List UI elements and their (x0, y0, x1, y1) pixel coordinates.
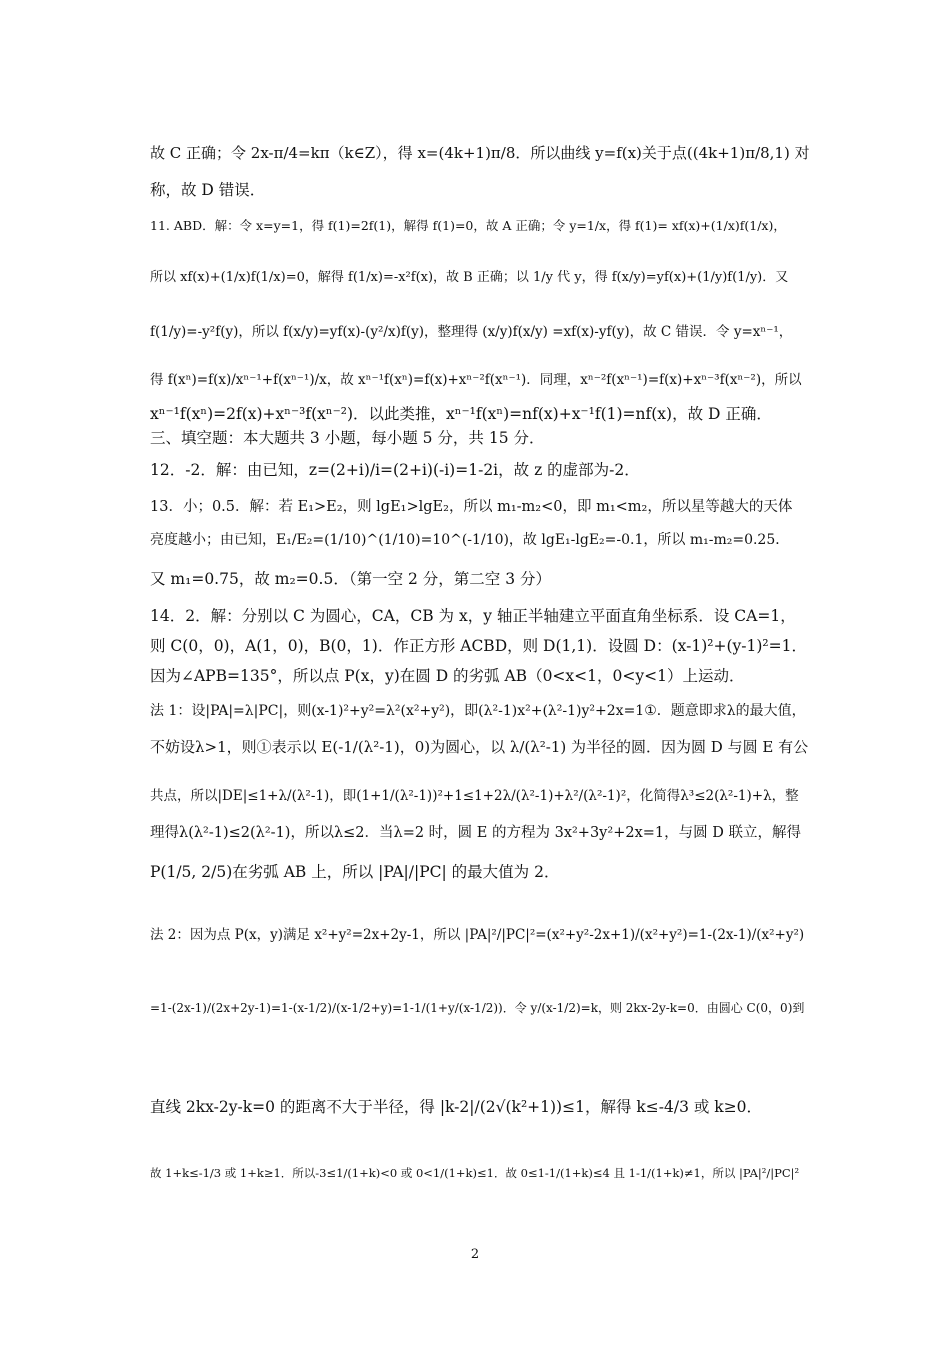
section-heading: 三、填空题：本大题共 3 小题，每小题 5 分，共 15 分． (150, 429, 545, 447)
text-line: 所以 xf(x)+(1/x)f(1/x)=0，解得 f(1/x)=-x²f(x)，故 B 正确；以 1/y 代 y，得 f(x/y)=yf(x)+(1/y)f(1/y)．又 (150, 270, 789, 285)
text-line: =1-(2x-1)/(2x+2y-1)=1-(x-1/2)/(x-1/2+y)=1-1/(1+y/(x-1/2))．令 y/(x-1/2)=k，则 2kx-2y-k=0．由圆心 C(0，0)到 (150, 1001, 805, 1015)
text-line: 14．2．解：分别以 C 为圆心，CA，CB 为 x，y 轴正半轴建立平面直角坐标系．设 CA=1， (150, 607, 796, 625)
text-line: 故 C 正确；令 2x-π/4=kπ（k∈Z），得 x=(4k+1)π/8．所以曲线 y=f(x)关于点((4k+1)π/8,1) 对 (150, 144, 810, 162)
text-line: P(1/5, 2/5)在劣弧 AB 上，所以 |PA|/|PC| 的最大值为 2． (150, 863, 560, 881)
text-line: 因为∠APB=135°，所以点 P(x，y)在圆 D 的劣弧 AB（0<x<1，0<y<1）上运动． (150, 667, 745, 685)
text-line: xⁿ⁻¹f(xⁿ)=2f(x)+xⁿ⁻³f(xⁿ⁻²)．以此类推，xⁿ⁻¹f(xⁿ)=nf(x)+x⁻¹f(1)=nf(x)，故 D 正确． (150, 405, 772, 423)
text-line: 亮度越小；由已知，E₁/E₂=(1/10)^(1/10)=10^(-1/10)，故 lgE₁-lgE₂=-0.1，所以 m₁-m₂=0.25． (150, 532, 790, 548)
text-line: 法 1：设|PA|=λ|PC|，则(x-1)²+y²=λ²(x²+y²)，即(λ²-1)x²+(λ²-1)y²+2x=1①．题意即求λ的最大值， (150, 703, 806, 719)
text-line: 12．-2．解：由已知，z=(2+i)/i=(2+i)(-i)=1-2i，故 z 的虚部为-2． (150, 461, 640, 479)
text-line: 称，故 D 错误． (150, 181, 266, 199)
text-line: 13．小；0.5．解：若 E₁>E₂，则 lgE₁>lgE₂，所以 m₁-m₂<0，即 m₁<m₂，所以星等越大的天体 (150, 499, 793, 515)
text-line: f(1/y)=-y²f(y)，所以 f(x/y)=yf(x)-(y²/x)f(y)，整理得 (x/y)f(x/y) =xf(x)-yf(y)，故 C 错误．令 y=xⁿ⁻¹， (150, 324, 793, 340)
text-line: 故 1+k≤-1/3 或 1+k≥1．所以-3≤1/(1+k)<0 或 0<1/(1+k)≤1．故 0≤1-1/(1+k)≤4 且 1-1/(1+k)≠1，所以 |PA|²/|PC|² (150, 1166, 800, 1180)
text-line: 直线 2kx-2y-k=0 的距离不大于半径，得 |k-2|/(2√(k²+1))≤1，解得 k≤-4/3 或 k≥0． (150, 1098, 763, 1116)
text-line: 理得λ(λ²-1)≤2(λ²-1)，所以λ≤2．当λ=2 时，圆 E 的方程为 3x²+3y²+2x=1，与圆 D 联立，解得 (150, 825, 801, 841)
text-line: 则 C(0，0)，A(1，0)，B(0，1)．作正方形 ACBD，则 D(1,1)．设圆 D：(x-1)²+(y-1)²=1． (150, 637, 807, 655)
text-line: 共点，所以|DE|≤1+λ/(λ²-1)，即(1+1/(λ²-1))²+1≤1+2λ/(λ²-1)+λ²/(λ²-1)²，化简得λ³≤2(λ²-1)+λ，整 (150, 788, 799, 804)
text-line: 不妨设λ>1，则①表示以 E(-1/(λ²-1)，0)为圆心，以 λ/(λ²-1) 为半径的圆．因为圆 D 与圆 E 有公 (150, 738, 809, 756)
page-number: 2 (470, 1247, 480, 1262)
text-line: 11. ABD．解：令 x=y=1，得 f(1)=2f(1)，解得 f(1)=0，故 A 正确；令 y=1/x，得 f(1)= xf(x)+(1/x)f(1/x)， (150, 218, 786, 233)
text-line: 得 f(xⁿ)=f(x)/xⁿ⁻¹+f(xⁿ⁻¹)/x，故 xⁿ⁻¹f(xⁿ)=f(x)+xⁿ⁻²f(xⁿ⁻¹)．同理，xⁿ⁻²f(xⁿ⁻¹)=f(x)+xⁿ⁻³f(xⁿ⁻²)，所以 (150, 372, 802, 388)
text-line: 又 m₁=0.75，故 m₂=0.5．（第一空 2 分，第二空 3 分） (150, 570, 551, 588)
text-line: 法 2：因为点 P(x，y)满足 x²+y²=2x+2y-1，所以 |PA|²/|PC|²=(x²+y²-2x+1)/(x²+y²)=1-(2x-1)/(x²+y²) (150, 927, 805, 943)
